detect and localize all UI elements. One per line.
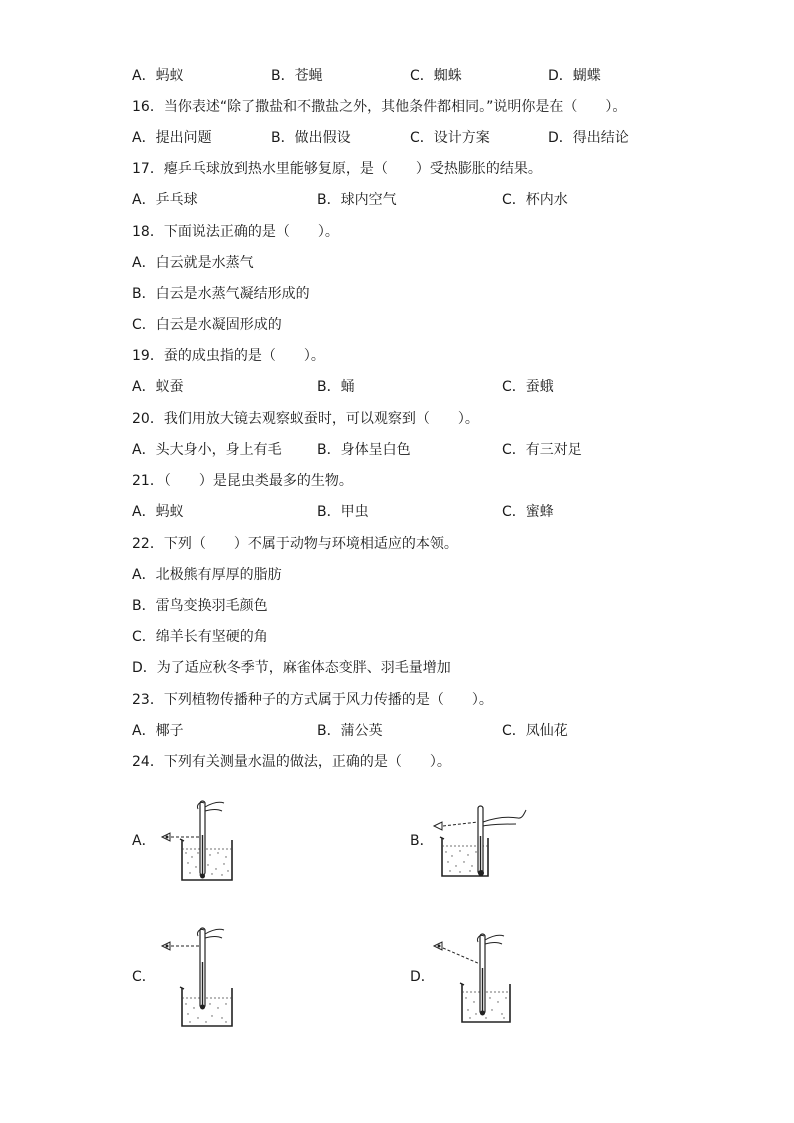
thermometer-in-beaker-eye-level-icon bbox=[160, 795, 240, 885]
q18-option-a: A．白云就是水蒸气 bbox=[132, 255, 254, 271]
q24-option-b-label: B． bbox=[410, 833, 434, 849]
q23-stem: 23．下列植物传播种子的方式属于风力传播的是（ ）。 bbox=[132, 692, 493, 708]
thermometer-touching-bottom-icon bbox=[430, 800, 530, 882]
q18-option-b: B．白云是水蒸气凝结形成的 bbox=[132, 286, 310, 302]
q20-option-a: A．头大身小，身上有毛 bbox=[132, 442, 282, 458]
thermometer-eye-angled-icon bbox=[430, 928, 520, 1028]
q20-option-c: C．有三对足 bbox=[502, 442, 582, 458]
q21-option-b: B．甲虫 bbox=[317, 504, 369, 520]
q17-option-a: A．乒乓球 bbox=[132, 192, 198, 208]
q16-option-c: C．设计方案 bbox=[410, 130, 490, 146]
q16-option-a: A．提出问题 bbox=[132, 130, 212, 146]
q15-option-b: B．苍蝇 bbox=[271, 68, 323, 84]
q19-option-c: C．蚕蛾 bbox=[502, 379, 554, 395]
q24-option-d-label: D． bbox=[410, 969, 435, 985]
q22-option-b: B．雷鸟变换羽毛颜色 bbox=[132, 598, 268, 614]
q16-option-b: B．做出假设 bbox=[271, 130, 351, 146]
q22-stem: 22．下列（ ）不属于动物与环境相适应的本领。 bbox=[132, 536, 458, 552]
q17-stem: 17．瘪乒乓球放到热水里能够复原，是（ ）受热膨胀的结果。 bbox=[132, 161, 542, 177]
q21-option-c: C．蜜蜂 bbox=[502, 504, 554, 520]
q22-option-a: A．北极熊有厚厚的脂肪 bbox=[132, 567, 282, 583]
q17-option-c: C．杯内水 bbox=[502, 192, 568, 208]
q18-option-c: C．白云是水凝固形成的 bbox=[132, 317, 282, 333]
q24-option-a-label: A． bbox=[132, 833, 156, 849]
q16-stem: 16．当你表述“除了撒盐和不撒盐之外，其他条件都相同。”说明你是在（ ）。 bbox=[132, 99, 627, 115]
q15-option-a: A．蚂蚁 bbox=[132, 68, 184, 84]
thermometer-eye-above-icon bbox=[160, 922, 240, 1030]
q22-option-c: C．绵羊长有坚硬的角 bbox=[132, 629, 268, 645]
q24-stem: 24．下列有关测量水温的做法，正确的是（ ）。 bbox=[132, 754, 451, 770]
q18-stem: 18．下面说法正确的是（ ）。 bbox=[132, 224, 339, 240]
q20-stem: 20．我们用放大镜去观察蚁蚕时，可以观察到（ ）。 bbox=[132, 411, 479, 427]
q23-option-a: A．椰子 bbox=[132, 723, 184, 739]
q19-stem: 19．蚕的成虫指的是（ ）。 bbox=[132, 348, 325, 364]
q15-option-d: D．蝴蝶 bbox=[548, 68, 601, 84]
q15-option-c: C．蜘蛛 bbox=[410, 68, 462, 84]
q20-option-b: B．身体呈白色 bbox=[317, 442, 411, 458]
q23-option-c: C．凤仙花 bbox=[502, 723, 568, 739]
q21-option-a: A．蚂蚁 bbox=[132, 504, 184, 520]
q23-option-b: B．蒲公英 bbox=[317, 723, 383, 739]
q22-option-d: D．为了适应秋冬季节，麻雀体态变胖、羽毛量增加 bbox=[132, 660, 451, 676]
q17-option-b: B．球内空气 bbox=[317, 192, 397, 208]
q19-option-a: A．蚁蚕 bbox=[132, 379, 184, 395]
q19-option-b: B．蛹 bbox=[317, 379, 355, 395]
q16-option-d: D．得出结论 bbox=[548, 130, 629, 146]
q24-option-c-label: C． bbox=[132, 969, 156, 985]
q21-stem: 21．（ ）是昆虫类最多的生物。 bbox=[132, 473, 353, 489]
